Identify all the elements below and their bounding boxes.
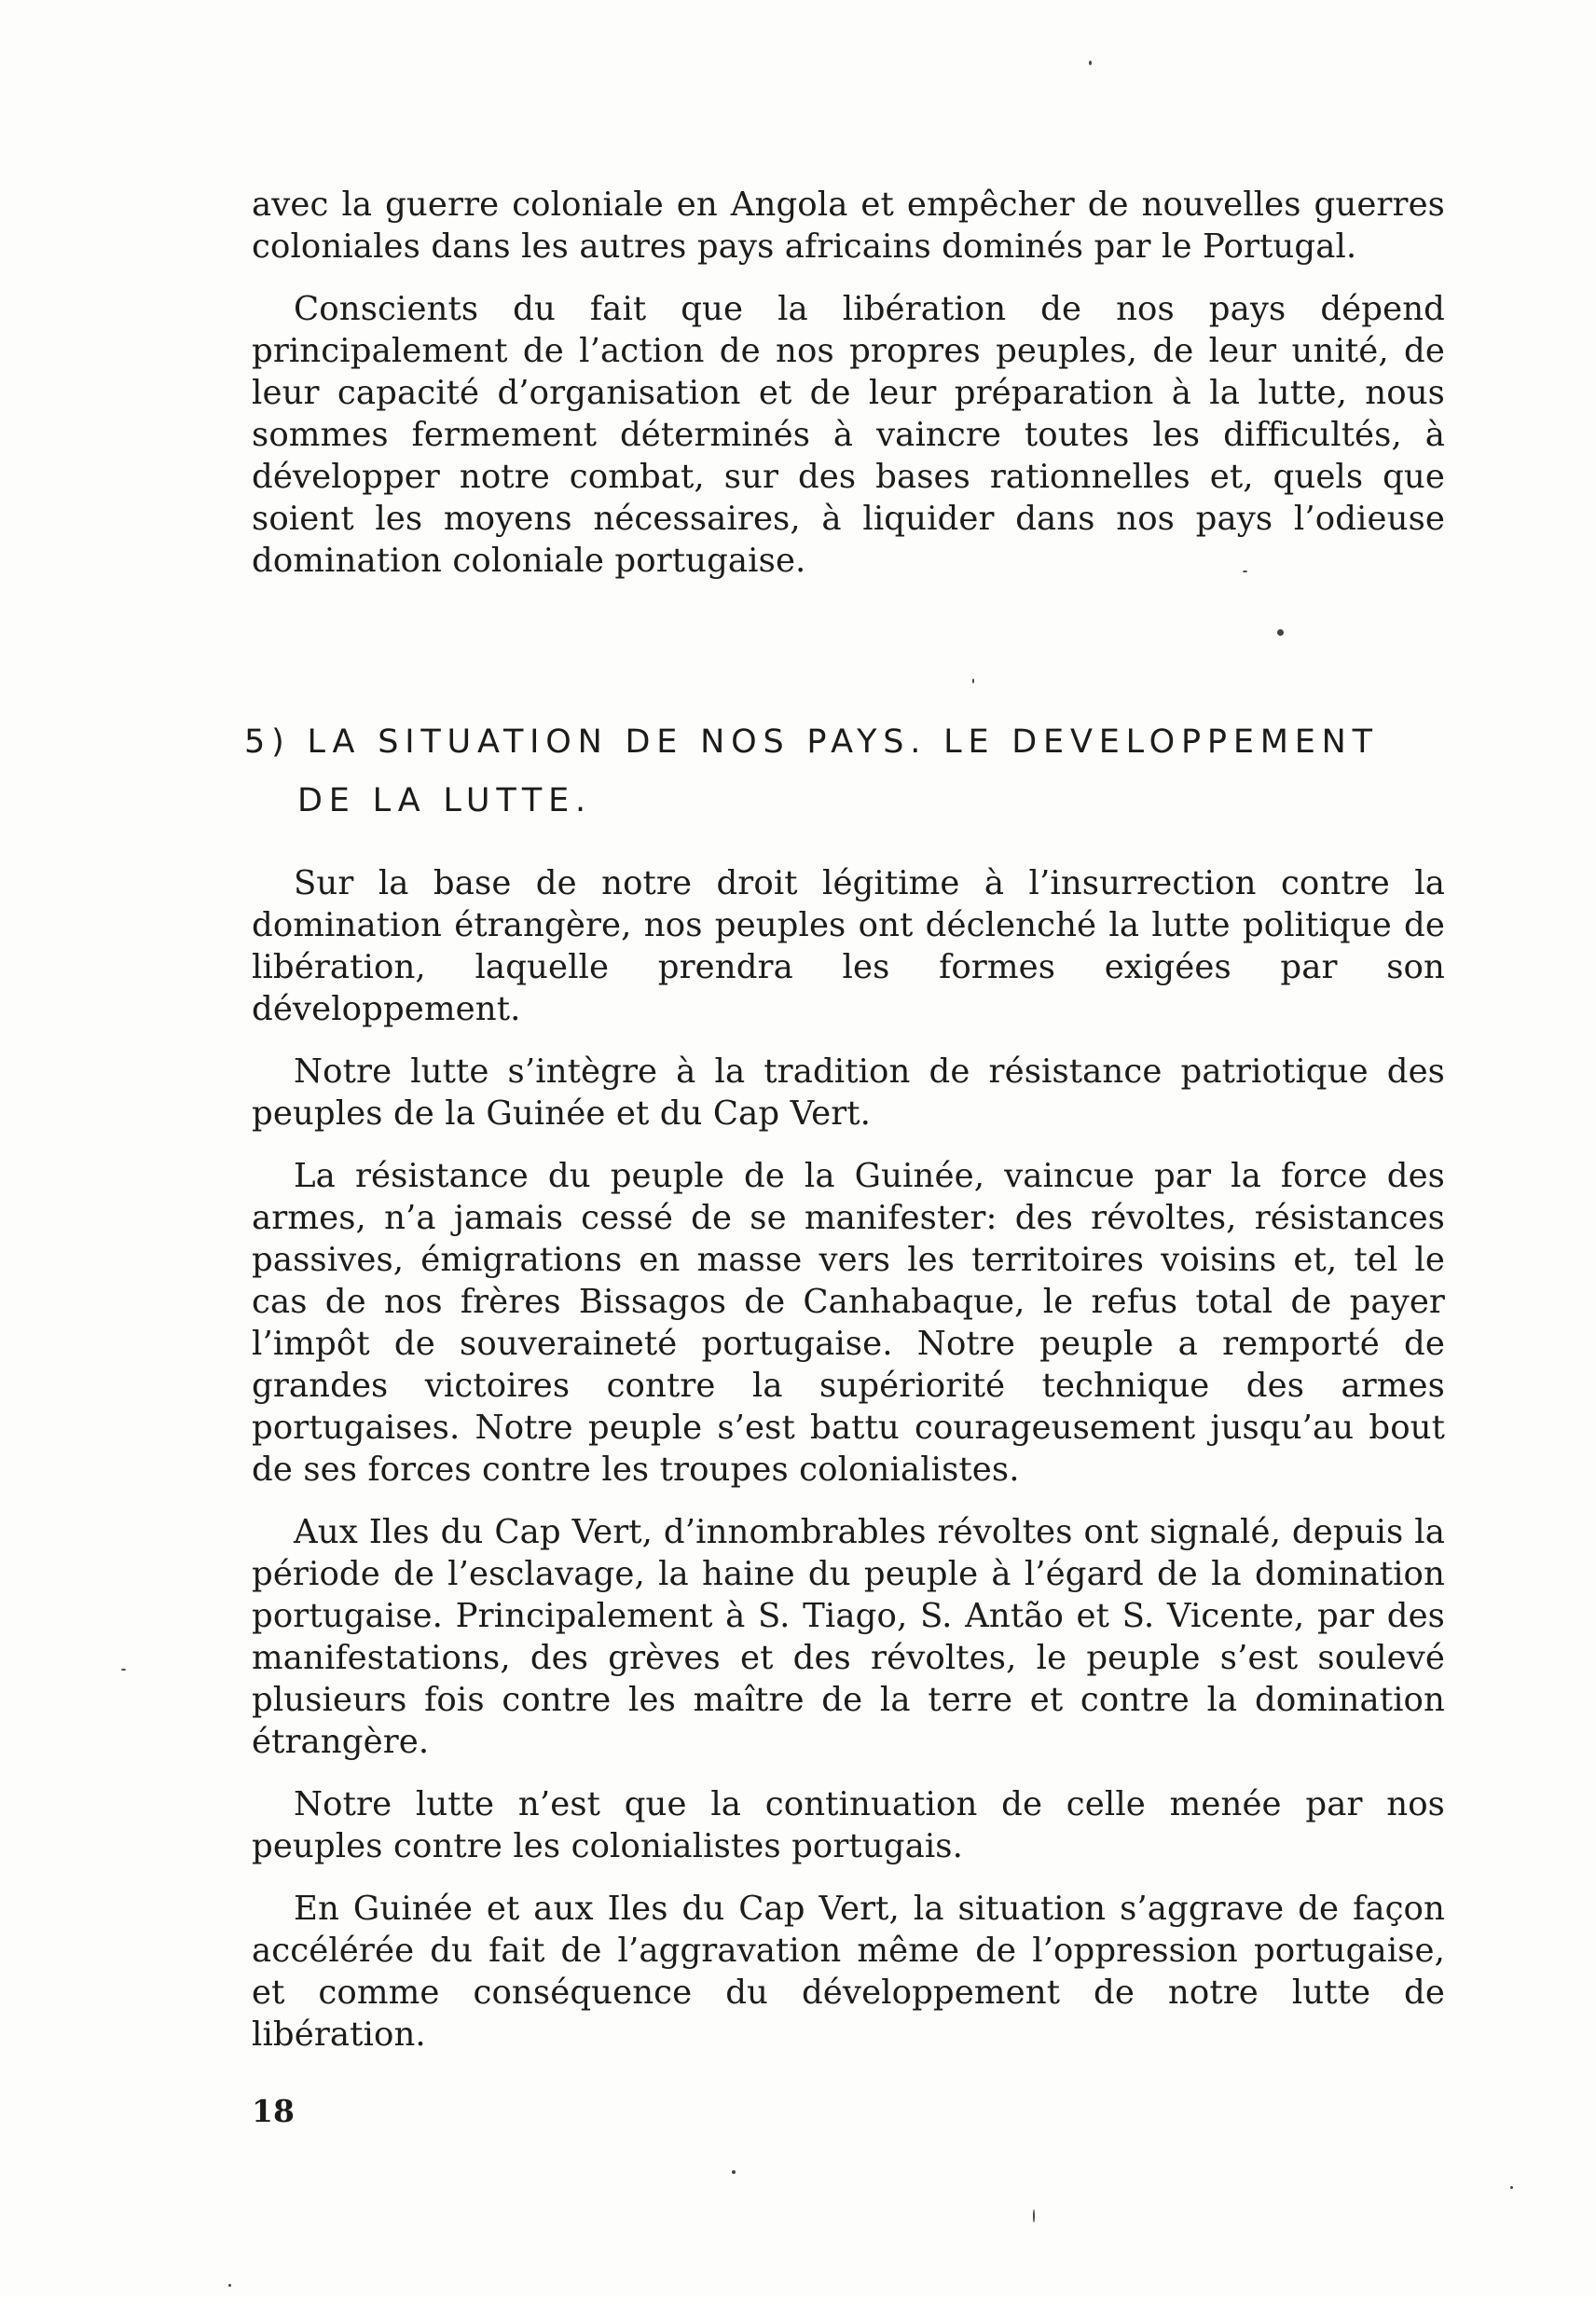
scan-speck <box>972 679 974 683</box>
section-heading <box>244 713 1456 831</box>
scan-speck <box>228 2284 231 2287</box>
scan-speck <box>1277 629 1284 636</box>
page-number: 18 <box>252 2093 295 2129</box>
section-heading-line2: DE LA LUTTE. <box>297 782 592 819</box>
paragraph: En Guinée et aux Iles du Cap Vert, la situation s’aggrave de façon accélérée du fait de l’aggravation même de l’oppression portugaise, et comme conséquence du développement de notre lutte de libération. <box>252 1890 1445 2054</box>
paragraph: Notre lutte s’intègre à la tradition de résistance patriotique des peuples de la Guinée et du Cap Vert. <box>252 1052 1445 1133</box>
paragraph: Sur la base de notre droit légitime à l’insurrection contre la domination étrangère, nos peuples ont déclenché la lutte politique de libération, laquelle prendra les formes exigées par son développement. <box>252 864 1445 1028</box>
top-text-block <box>252 184 1445 602</box>
paragraph-continuation: avec la guerre coloniale en Angola et empêcher de nouvelles guerres coloniales dans les autres pays africains dominés par le Portugal. <box>252 186 1445 266</box>
main-text-block <box>252 862 1445 2076</box>
paragraph: Aux Iles du Cap Vert, d’innombrables révoltes ont signalé, depuis la période de l’esclavage, la haine du peuple à l’égard de la domination portugaise. Principalement à S. Tiago, S. Antão et S. Vicente, par des manifestations, des grèves et des révoltes, le peuple s’est soulevé plusieurs fois contre les maître de la terre et contre la domination étrangère. <box>252 1513 1445 1761</box>
paragraph: Notre lutte n’est que la continuation de celle menée par nos peuples contre les colonialistes portugais. <box>252 1785 1445 1865</box>
scan-speck <box>1033 2209 1035 2222</box>
scan-speck <box>1510 2186 1513 2189</box>
scan-speck <box>1243 571 1247 572</box>
section-heading-line1: 5) LA SITUATION DE NOS PAYS. LE DEVELOPPEMENT <box>244 723 1379 761</box>
paragraph: La résistance du peuple de la Guinée, vaincue par la force des armes, n’a jamais cessé de se manifester: des révoltes, résistances passives, émigrations en masse vers les territoires voisins et, tel le cas de nos frères Bissagos de Canhabaque, le refus total de payer l’impôt de souveraineté portugaise. Notre peuple a remporté de grandes victoires contre la supériorité technique des armes portugaises. Notre peuple s’est battu courageusement jusqu’au bout de ses forces contre les troupes colonialistes. <box>252 1157 1445 1489</box>
scan-speck <box>732 2170 736 2174</box>
scan-speck <box>1089 61 1092 65</box>
paragraph: Conscients du fait que la libération de nos pays dépend principalement de l’action de nos propres peuples, de leur unité, de leur capacité d’organisation et de leur préparation à la lutte, nous sommes fermement déterminés à vaincre toutes les difficultés, à développer notre combat, sur des bases rationnelles et, quels que soient les moyens nécessaires, à liquider dans nos pays l’odieuse domination coloniale portugaise. <box>252 290 1445 580</box>
scan-speck <box>121 1669 126 1671</box>
